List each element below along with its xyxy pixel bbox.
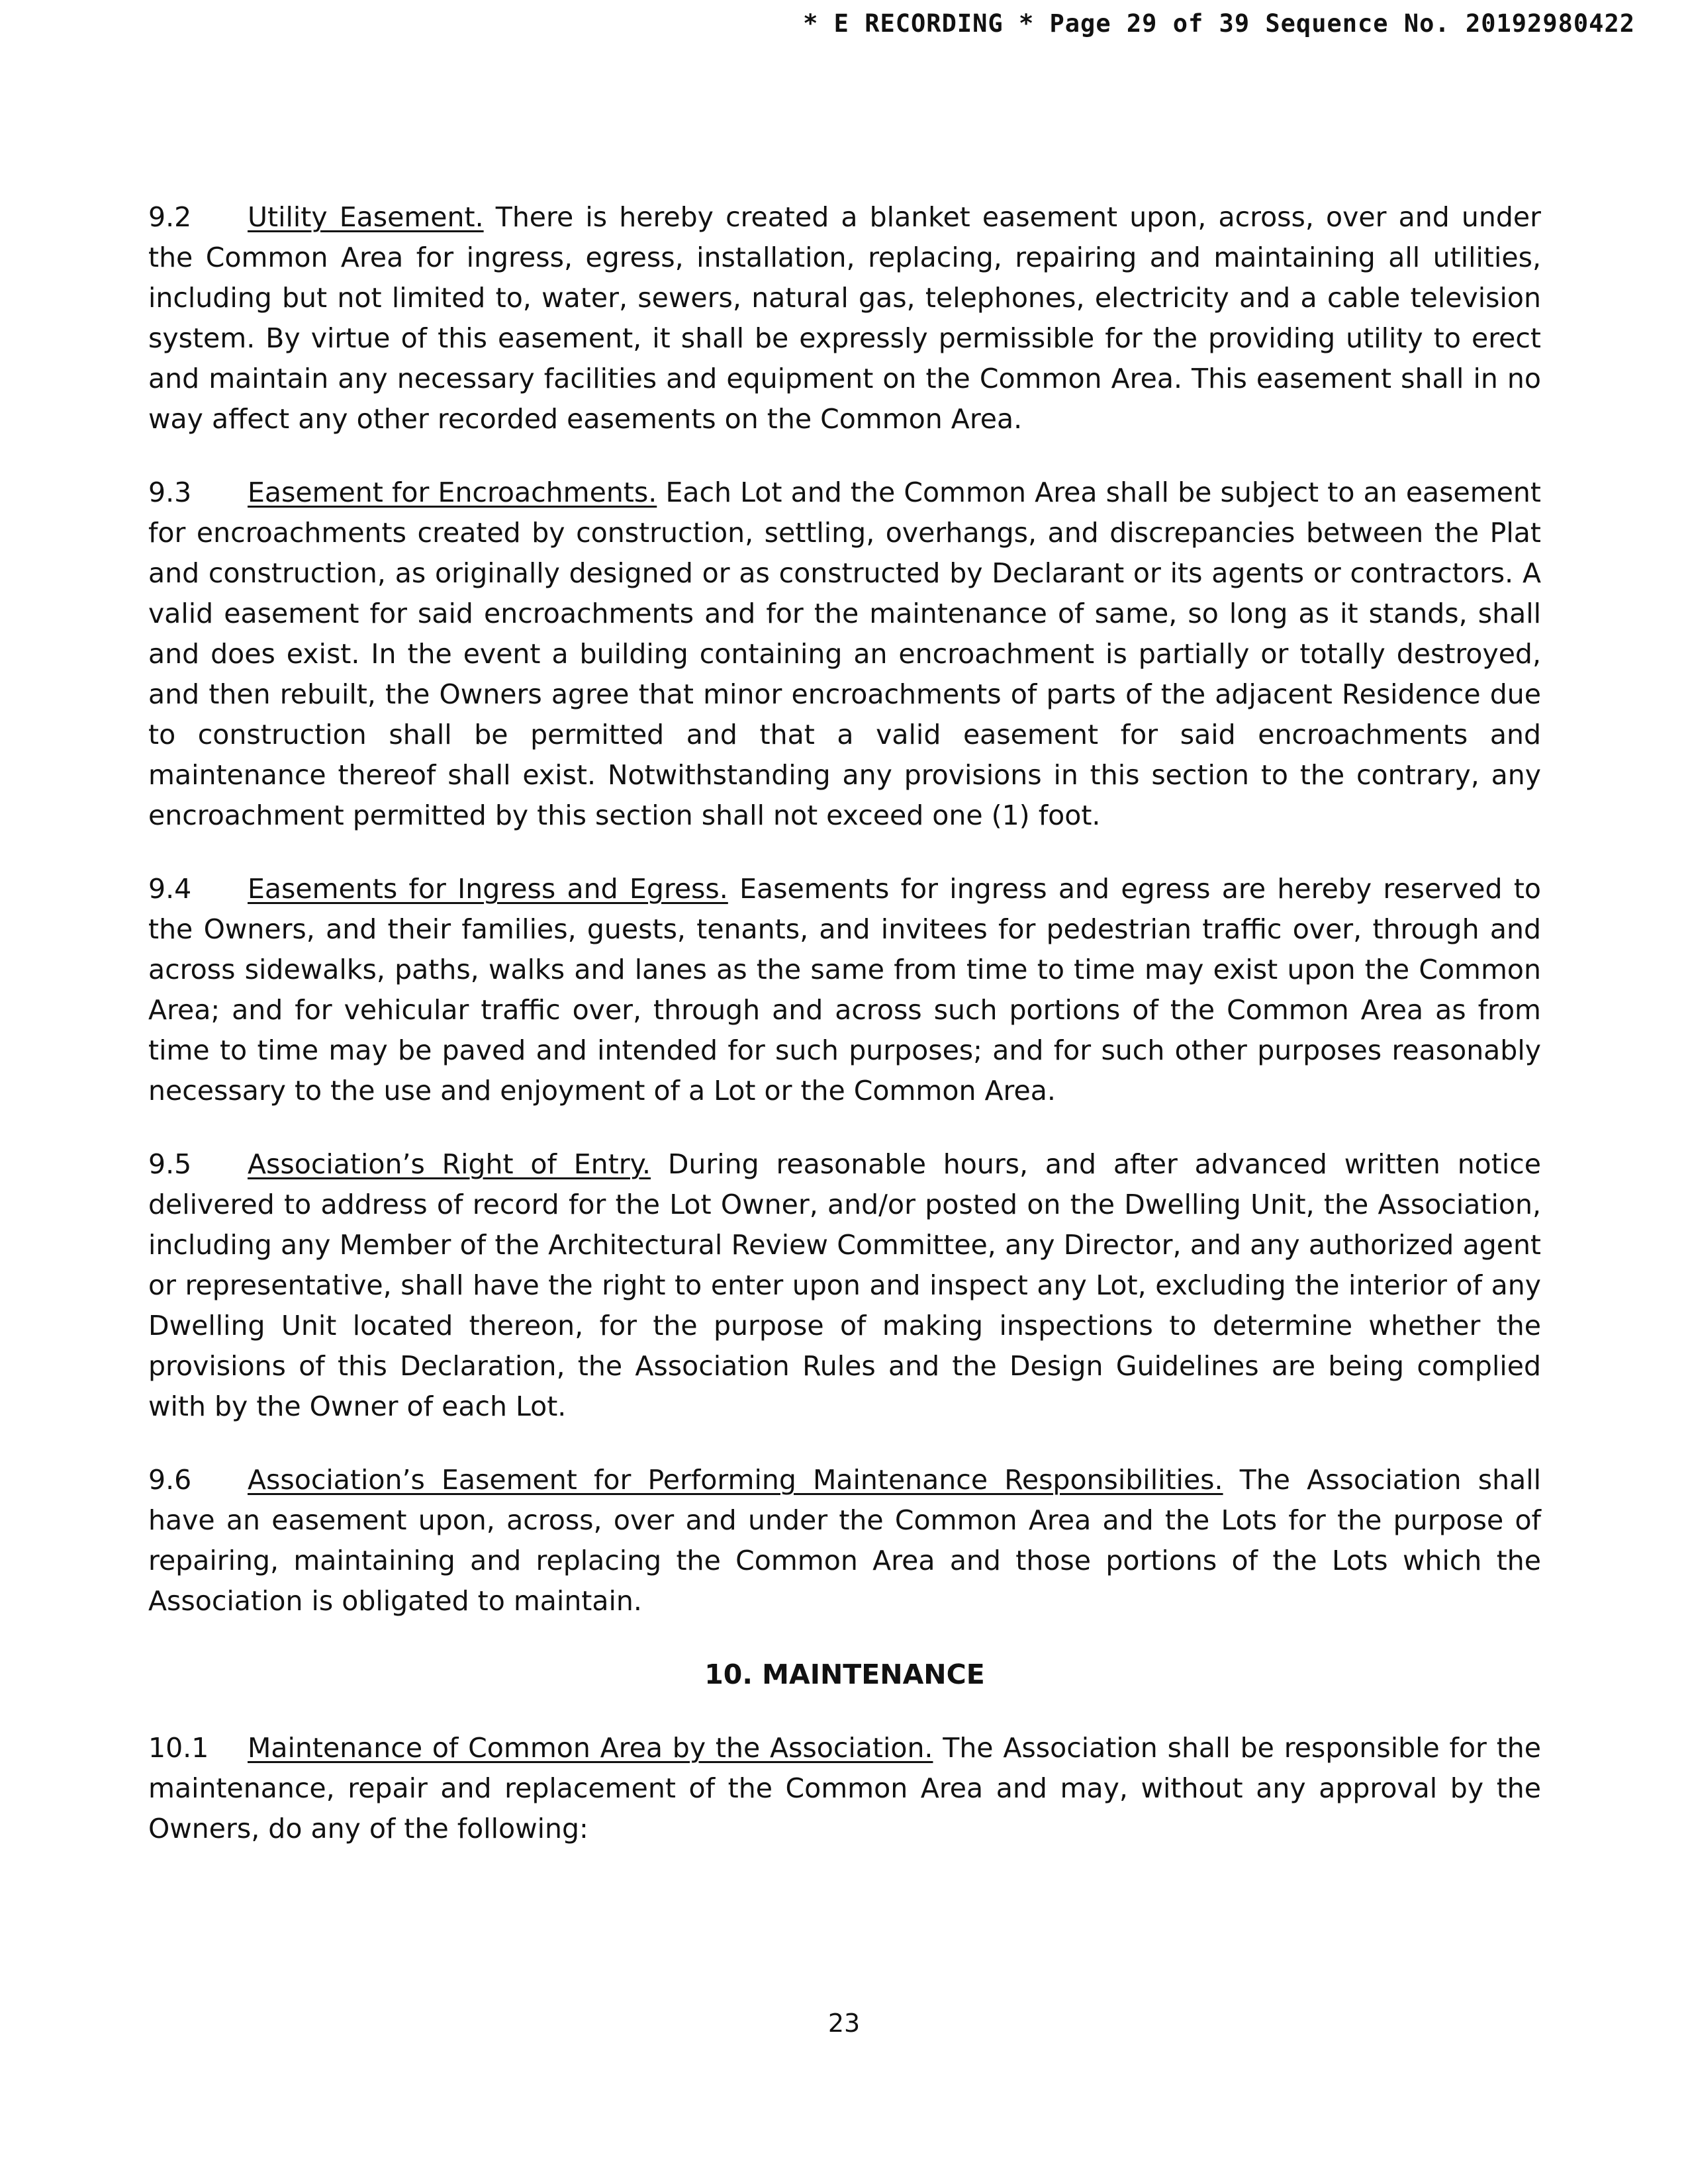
document-body	[148, 197, 1541, 1882]
section-9-4	[148, 869, 1541, 1111]
section-heading: Easement for Encroachments.	[248, 477, 657, 508]
section-text: The Association shall have an easement upon, across, over and under the Common Area and the Lots for the purpose of repairing, maintaining and replacing the Common Area and those portions of the Lots which the Association is obligated to maintain.	[148, 1464, 1541, 1617]
section-text: Each Lot and the Common Area shall be subject to an easement for encroachments created by construction, settling, overhangs, and discrepancies between the Plat and construction, as originally designed or as constructed by Declarant or its agents or contractors. A valid easement for said encroachments and for the maintenance of same, so long as it stands, shall and does exist. In the event a building containing an encroachment is partially or totally destroyed, and then rebuilt, the Owners agree that minor encroachments of parts of the adjacent Residence due to construction shall be permitted and that a valid easement for said encroachments and maintenance thereof shall exist. Notwithstanding any provisions in this section to the contrary, any encroachment permitted by this section shall not exceed one (1) foot.	[148, 477, 1541, 831]
section-number: 9.2	[148, 201, 192, 233]
section-9-3	[148, 473, 1541, 836]
section-number: 9.4	[148, 873, 192, 905]
section-heading: Maintenance of Common Area by the Association.	[248, 1732, 933, 1764]
section-9-2	[148, 197, 1541, 439]
section-heading: Association’s Right of Entry.	[248, 1148, 651, 1180]
section-9-6	[148, 1460, 1541, 1621]
recording-header: * E RECORDING * Page 29 of 39 Sequence No. 20192980422	[803, 9, 1635, 38]
section-heading: Utility Easement.	[248, 201, 484, 233]
section-10-1	[148, 1728, 1541, 1849]
section-heading: Association’s Easement for Performing Maintenance Responsibilities.	[248, 1464, 1223, 1496]
page-number: 23	[827, 2009, 861, 2038]
section-text: During reasonable hours, and after advanced written notice delivered to address of record for the Lot Owner, and/or posted on the Dwelling Unit, the Association, including any Member of the Architectural Review Committee, any Director, and any authorized agent or representative, shall have the right to enter upon and inspect any Lot, excluding the interior of any Dwelling Unit located thereon, for the purpose of making inspections to determine whether the provisions of this Declaration, the Association Rules and the Design Guidelines are being complied with by the Owner of each Lot.	[148, 1148, 1541, 1422]
section-number: 9.6	[148, 1464, 192, 1496]
section-heading: Easements for Ingress and Egress.	[248, 873, 728, 905]
section-10-title: 10. MAINTENANCE	[704, 1659, 985, 1690]
section-text: There is hereby created a blanket easement upon, across, over and under the Common Area for ingress, egress, installation, replacing, repairing and maintaining all utilities, including but not limited to, water, sewers, natural gas, telephones, electricity and a cable television system. By virtue of this easement, it shall be expressly permissible for the providing utility to erect and maintain any necessary facilities and equipment on the Common Area. This easement shall in no way affect any other recorded easements on the Common Area.	[148, 201, 1541, 435]
section-text: The Association shall be responsible for the maintenance, repair and replacement of the Common Area and may, without any approval by the Owners, do any of the following:	[148, 1732, 1542, 1844]
section-text: Easements for ingress and egress are hereby reserved to the Owners, and their families, guests, tenants, and invitees for pedestrian traffic over, through and across sidewalks, paths, walks and lanes as the same from time to time may exist upon the Common Area; and for vehicular traffic over, through and across such portions of the Common Area as from time to time may be paved and intended for such purposes; and for such other purposes reasonably necessary to the use and enjoyment of a Lot or the Common Area.	[148, 873, 1541, 1107]
section-number: 9.3	[148, 477, 192, 508]
section-number: 9.5	[148, 1148, 192, 1180]
section-9-5	[148, 1144, 1541, 1427]
section-number: 10.1	[148, 1732, 209, 1764]
